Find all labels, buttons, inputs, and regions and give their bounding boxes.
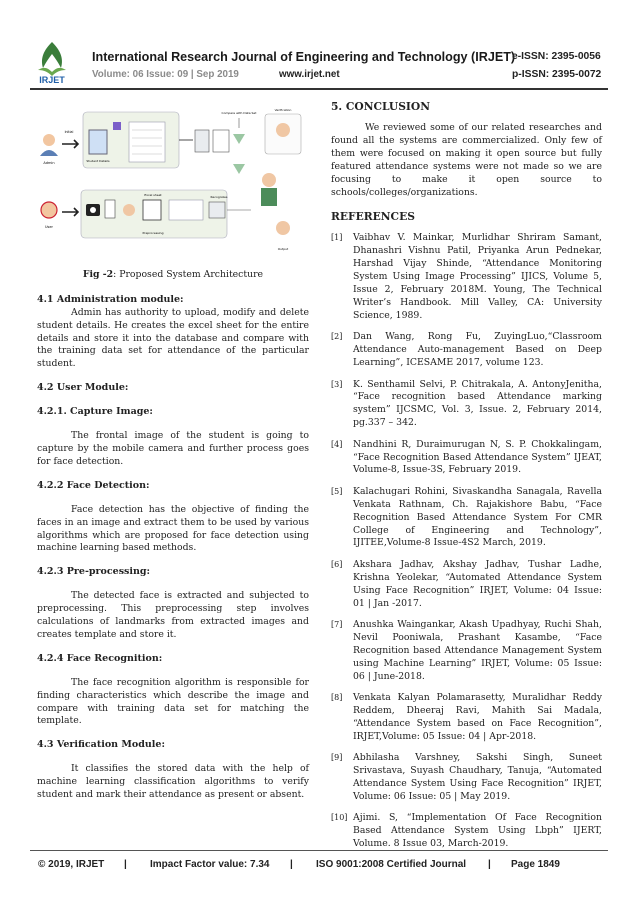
reference-text: Abhilasha Varshney, Sakshi Singh, Suneet Srivastava, Suyash Chaudhary, Tanuja, “Automated Attendance System Using Face Recognition” IRJET, Volume: 06 Issue: 05 | May 2019.	[353, 752, 602, 802]
figure-label: Fig -2	[82, 268, 114, 280]
section-4-2-4-body: The face recognition algorithm is responsible for finding characteristics which describe the image and compare with training data set for matching the template.	[37, 676, 309, 727]
section-4-2-title: 4.2 User Module:	[37, 382, 129, 394]
reference-number: [9]	[331, 753, 343, 763]
reference-number: [1]	[331, 233, 343, 243]
reference-text: Ajimi. S, “Implementation Of Face Recognition Based Attendance System Using Lbph” IJERT, Volume. 8 Issue 03, March-2019.	[353, 812, 602, 850]
reference-item	[331, 486, 602, 551]
reference-text: Venkata Kalyan Polamarasetty, Muralidhar Reddy Reddem, Dheeraj Ravi, Mahith Sai Madala, “Attendance System based on Face Recognition”, IRJET,Volume: 05 Issue: 04 | Apr-2018.	[353, 692, 602, 742]
left-column	[37, 100, 309, 813]
conclusion-title: 5. CONCLUSION	[331, 100, 431, 113]
figure-caption-text: : Proposed System Architecture	[113, 268, 264, 280]
page-header	[0, 0, 638, 92]
section-4-3-title: 4.3 Verification Module:	[37, 739, 165, 751]
reference-text: Dan Wang, Rong Fu, ZuyingLuo,“Classroom Attendance Auto-management Based on Deep Learning”, ICESAME 2017, volume 123.	[353, 331, 602, 369]
section-4-3-body: It classifies the stored data with the help of machine learning classification algorithms to verify student and mark their attendance as present or absent.	[37, 763, 309, 801]
svg-text:Admin: Admin	[43, 161, 55, 165]
volume-issue: Volume: 06 Issue: 09 | Sep 2019	[92, 69, 239, 80]
section-4-2-1-body: The frontal image of the student is going to capture by the mobile camera and further process goes for face detection.	[37, 430, 309, 467]
svg-text:Preprocessing: Preprocessing	[142, 231, 164, 235]
svg-text:Excel sheet: Excel sheet	[144, 193, 162, 197]
section-4-2-3-title: 4.2.3 Pre-processing:	[37, 566, 151, 578]
footer-separator: |	[488, 859, 491, 870]
footer-separator: |	[124, 859, 127, 870]
svg-text:Student Details: Student Details	[86, 159, 110, 163]
svg-text:IRJET: IRJET	[39, 75, 65, 84]
references-title: REFERENCES	[331, 210, 415, 224]
reference-number: [10]	[331, 813, 348, 823]
reference-number: [4]	[331, 439, 343, 449]
section-4-2-4-title: 4.2.4 Face Recognition:	[37, 652, 163, 664]
reference-text: Kalachugari Rohini, Sivaskandha Sanagala, Ravella Venkata Rathnam, Ch. Rajakishore Babu, “Face Recognition Based Attendance System For CMR College of Engineering and Technology”, IJITEE,Volume-8 Issue-4S2 March, 2019.	[353, 485, 602, 549]
reference-item	[331, 379, 602, 431]
irjet-logo	[34, 40, 70, 84]
reference-text: Akshara Jadhav, Akshay Jadhav, Tushar Ladhe, Krishna Yeolekar, “Automated Attendance System Using Face Recognition” IRJET, Volume: 04 Issue: 01 | Jan -2017.	[353, 558, 602, 609]
reference-item	[331, 692, 602, 744]
system-architecture-figure	[37, 100, 309, 258]
reference-item	[331, 752, 602, 804]
reference-text: Anushka Waingankar, Akash Upadhyay, Ruchi Shah, Nevil Pooniwala, Prashant Kasambe, “Face Recognition based Attendance Management System using Machine Learning” IRJET, Volume: 05 Issue: 06 | June-2018.	[353, 619, 602, 682]
footer-impact-factor: Impact Factor value: 7.34	[150, 859, 270, 870]
conclusion-body: We reviewed some of our related researches and found all the systems are commercialized. Only few of them were focused on making it open source but fully featured attendance systems were not made so we are focusing to make it open source to schools/colleges/organizations.	[331, 122, 602, 198]
user-person-icon	[41, 202, 57, 218]
journal-title: International Research Journal of Engineering and Technology (IRJET)	[92, 50, 516, 64]
reference-text: Vaibhav V. Mainkar, Murlidhar Shriram Samant, Dhanashri Vishnu Patil, Priyanka Arun Pednekar, Harshad Vijay Shinde, “Attendance Monitoring System Using Image Processing” IJICS, Volume 5, Issue 2, February 2018M. Young, The Technical Writer’s Handbook. Mill Valley, CA: University Science, 1989.	[353, 232, 602, 321]
journal-website[interactable]: www.irjet.net	[279, 69, 340, 80]
reference-number: [8]	[331, 693, 343, 703]
footer-page-number: Page 1849	[511, 859, 560, 870]
reference-number: [6]	[331, 559, 343, 569]
svg-text:User: User	[45, 225, 53, 229]
footer-rule	[30, 850, 608, 851]
reference-list	[331, 232, 602, 851]
admin-person-icon	[40, 134, 58, 156]
p-issn: p-ISSN: 2395-0072	[512, 69, 602, 80]
svg-text:Compare with Data Set: Compare with Data Set	[221, 111, 257, 115]
reference-number: [3]	[331, 379, 343, 389]
section-4-2-2-body: Face detection has the objective of finding the faces in an image and extract them to be used by various algorithms which are proposed for face detection using machine learning based methods.	[37, 503, 309, 554]
section-4-2-2-title: 4.2.2 Face Detection:	[37, 479, 150, 491]
svg-text:Verification: Verification	[274, 108, 292, 112]
footer-iso: ISO 9001:2008 Certified Journal	[316, 859, 467, 870]
right-column	[331, 100, 602, 860]
reference-item	[331, 331, 602, 370]
reference-number: [5]	[331, 486, 343, 496]
reference-text: K. Senthamil Selvi, P. Chitrakala, A. AntonyJenitha, “Face recognition based Attendance marking system” IJCSMC, Vol. 3, Issue. 2, February 2014, pg.337 – 342.	[353, 378, 602, 429]
reference-item	[331, 812, 602, 851]
header-rule	[30, 88, 608, 90]
reference-item	[331, 559, 602, 611]
footer-separator: |	[290, 859, 293, 870]
section-4-1-title: 4.1 Administration module:	[37, 293, 184, 305]
reference-item	[331, 232, 602, 322]
reference-number: [2]	[331, 332, 343, 342]
reference-text: Nandhini R, Duraimurugan N, S. P. Chokkalingam, “Face Recognition Based Attendance System” IJEAT, Volume-8, Issue-3S, February 2019.	[353, 438, 602, 476]
section-4-1-body: Admin has authority to upload, modify and delete student details. He creates the excel sheet for the entire details and store it into the database and compare with the training data set for attendance of the particular student.	[37, 306, 309, 370]
footer-copyright: © 2019, IRJET	[38, 859, 105, 870]
svg-text:Output: Output	[277, 247, 289, 251]
section-4-2-1-title: 4.2.1. Capture Image:	[37, 406, 153, 418]
reference-number: [7]	[331, 620, 343, 629]
figure-caption	[37, 269, 309, 282]
svg-text:Initial: Initial	[64, 130, 74, 134]
reference-item	[331, 439, 602, 478]
e-issn: e-ISSN: 2395-0056	[512, 51, 601, 62]
section-4-2-3-body: The detected face is extracted and subjected to preprocessing. This preprocessing step involves calculations of landmarks from extracted images and creates template and store it.	[37, 590, 309, 640]
reference-item	[331, 619, 602, 684]
svg-text:Recognizes: Recognizes	[210, 195, 228, 199]
